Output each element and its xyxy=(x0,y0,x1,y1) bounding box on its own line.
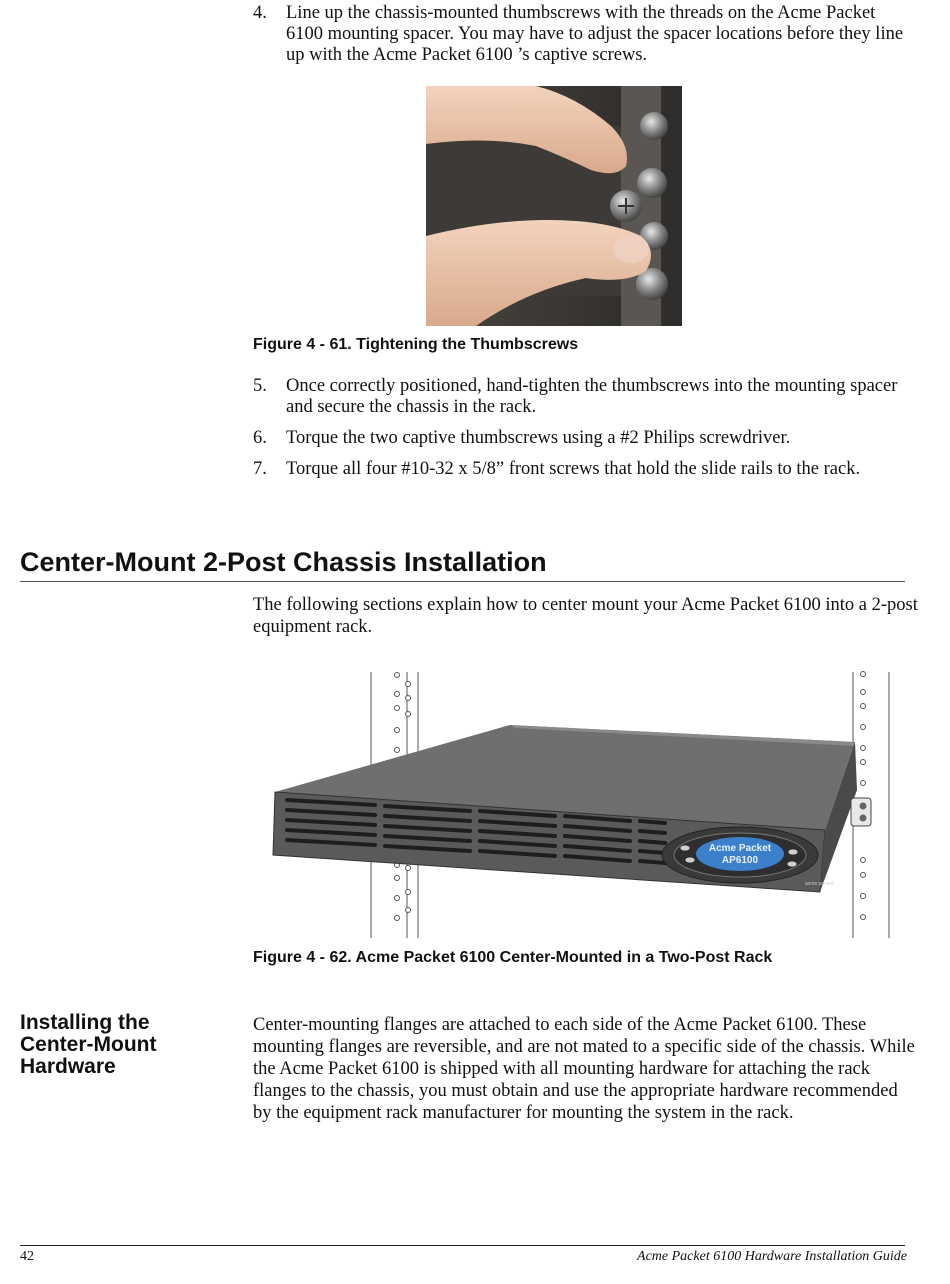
step-number: 5. xyxy=(253,376,267,396)
step-text: Line up the chassis-mounted thumbscrews with the threads on the Acme Packet 6100 mounting spacer. You may have to adjust the spacer locations before they line up with the Acme Packet 6100 ’s captive screws. xyxy=(286,3,904,65)
subsection-body: Center-mounting flanges are attached to each side of the Acme Packet 6100. These mounting flanges are reversible, and are not mated to a specific side of the chassis. While the Acme Packet 6100 is shipped with all mounting hardware for attaching the rack flanges to the chassis, you must obtain and use the appropriate hardware recommended by the equipment rack manufacturer for mounting the system in the rack. xyxy=(253,1015,915,1123)
figure-caption: Figure 4 - 61. Tightening the Thumbscrews xyxy=(253,336,579,353)
figure-caption-2: Figure 4 - 62. Acme Packet 6100 Center-Mounted in a Two-Post Rack xyxy=(253,949,773,966)
badge-line1: Acme Packet xyxy=(708,843,772,854)
center-mount-illustration xyxy=(265,670,895,940)
chassis-logo: acme packet xyxy=(805,881,834,887)
step-text: Torque the two captive thumbscrews using a #2 Philips screwdriver. xyxy=(286,428,791,448)
mounting-flange xyxy=(851,798,871,826)
section-rule xyxy=(20,581,905,582)
section-heading: Center-Mount 2-Post Chassis Installation xyxy=(20,547,547,577)
subsection-heading: Installing the Center-Mount Hardware xyxy=(20,1011,157,1078)
step-number: 7. xyxy=(253,459,267,479)
step-number: 4. xyxy=(253,3,267,23)
badge-line2: AP6100 xyxy=(721,855,759,866)
step-text: Torque all four #10-32 x 5/8” front screws that hold the slide rails to the rack. xyxy=(286,459,861,479)
footer-doc-title: Acme Packet 6100 Hardware Installation Guide xyxy=(637,1249,907,1264)
step-text: Once correctly positioned, hand-tighten the thumbscrews into the mounting spacer and secure the chassis in the rack. xyxy=(286,376,898,417)
footer-rule xyxy=(20,1245,905,1246)
section-intro: The following sections explain how to center mount your Acme Packet 6100 into a 2-post equipment rack. xyxy=(253,595,918,637)
step-number: 6. xyxy=(253,428,267,448)
page-number: 42 xyxy=(20,1249,34,1264)
thumbscrew-photo xyxy=(426,86,682,326)
